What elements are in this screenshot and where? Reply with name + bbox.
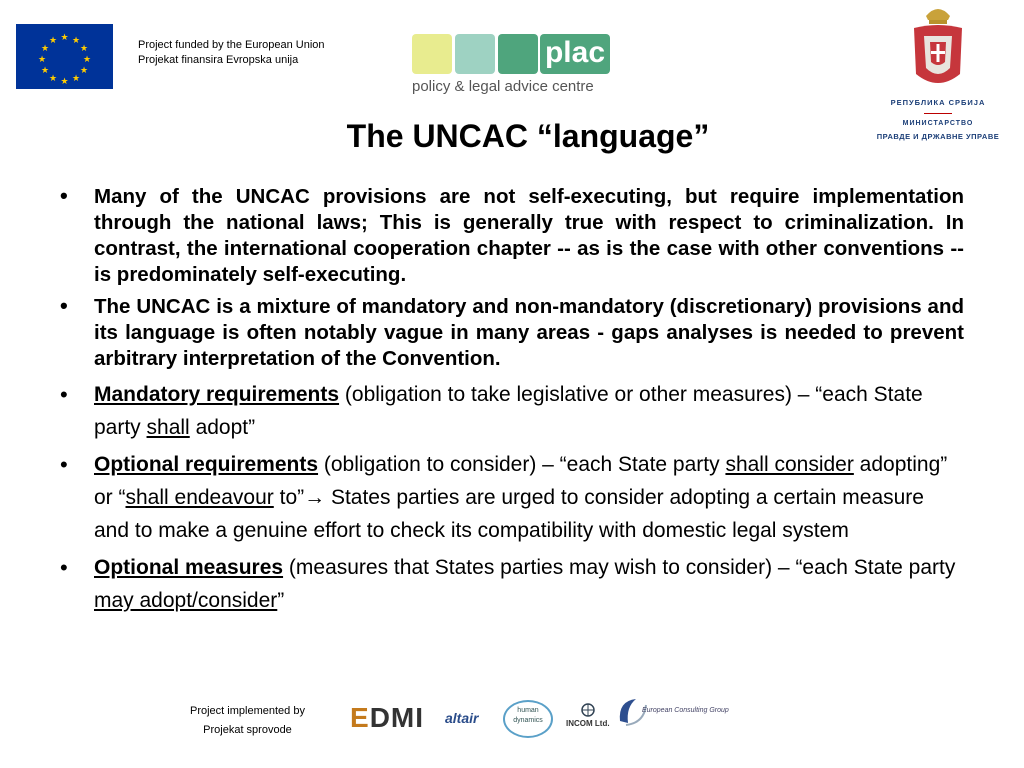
bullet-self-executing: [60, 184, 964, 288]
eu-stars-icon: [16, 24, 113, 89]
bullet-mixture: [60, 294, 964, 372]
bullet-text: adopt”: [189, 416, 256, 439]
svg-text:★: ★: [71, 36, 81, 46]
serbia-republic-label: РЕПУБЛИКА СРБИЈА: [890, 98, 986, 107]
serbia-divider: [924, 113, 952, 114]
plac-square-teal: [455, 34, 495, 74]
svg-text:★: ★: [60, 77, 69, 87]
svg-text:★: ★: [40, 66, 50, 76]
ecg-word: European Consulting Group: [642, 707, 729, 714]
plac-logo: [412, 34, 612, 98]
dmi-word: DMI: [369, 702, 425, 733]
svg-text:★: ★: [48, 74, 58, 84]
implemented-by-note: [190, 702, 305, 740]
implemented-sr: Projekat sprovode: [203, 724, 292, 736]
svg-text:★: ★: [40, 44, 50, 54]
serbia-ministry-label: МИНИСТАРСТВО: [902, 120, 974, 127]
funded-sr: Projekat finansira Evropska unija: [138, 54, 299, 66]
funded-en: Project funded by the European Union: [138, 39, 325, 51]
bullet-emphasis: shall: [146, 416, 190, 439]
dmi-logo: [350, 702, 424, 734]
serbia-ministry-name: ПРАВДЕ И ДРЖАВНЕ УПРАВЕ: [876, 132, 1000, 141]
svg-text:★: ★: [79, 44, 89, 54]
svg-text:★: ★: [37, 55, 47, 65]
plac-square-green: [498, 34, 538, 74]
bullet-optional-measures: [60, 551, 964, 617]
plac-square-yellow: [412, 34, 452, 74]
bullet-text: The UNCAC is a mixture of mandatory and non-mandatory (discretionary) provisions and its language is often notably vague in many areas - gaps analyses is needed to prevent arbitrary interpretation of the Convention.: [94, 295, 964, 370]
bullet-emphasis: may adopt/consider: [94, 589, 278, 612]
bullet-term: Mandatory requirements: [94, 383, 340, 406]
incom-logo: [566, 703, 610, 728]
bullet-emphasis: shall endeavour: [125, 486, 274, 509]
slide-title: The UNCAC “language”: [346, 118, 710, 154]
bullet-term: Optional measures: [94, 556, 284, 579]
svg-text:★: ★: [48, 36, 58, 46]
human-dynamics-logo: human dynamics: [503, 700, 553, 738]
bullet-text: to”→ States parties are urged to consider adopting a certain measure and to make a genuine effort to check its compatibility with domestic legal system: [94, 486, 924, 542]
svg-text:★: ★: [82, 55, 92, 65]
incom-globe-icon: [578, 703, 598, 717]
bullet-optional-requirements: [60, 448, 964, 547]
bullet-text: Many of the UNCAC provisions are not self-executing, but require implementation through the national laws; This is generally true with respect to criminalization. In contrast, the international cooperation chapter -- as is the case with other conventions -- is predominately self-executing.: [94, 185, 964, 286]
european-consulting-group-logo: [616, 695, 729, 729]
svg-text:★: ★: [71, 74, 81, 84]
bullet-mandatory-requirements: [60, 378, 964, 444]
svg-text:★: ★: [79, 66, 89, 76]
bullet-text: (obligation to consider) – “each State party: [318, 453, 726, 476]
altair-logo: altair: [445, 710, 479, 726]
incom-word: INCOM Ltd.: [566, 719, 610, 728]
plac-word: plac: [540, 34, 610, 74]
implemented-en: Project implemented by: [190, 705, 305, 717]
serbian-coat-of-arms-icon: [912, 2, 964, 94]
eu-flag-logo: [16, 24, 113, 89]
funding-note: [138, 38, 325, 68]
plac-subtitle: policy & legal advice centre: [412, 78, 594, 95]
svg-text:★: ★: [60, 33, 69, 43]
bullet-term: Optional requirements: [94, 453, 319, 476]
bullet-emphasis: shall consider: [725, 453, 854, 476]
bullet-text: adopting” or “: [94, 453, 948, 509]
bullet-text: ”: [277, 589, 285, 612]
bullet-text: (obligation to take legislative or other measures) – “each State party: [94, 383, 923, 439]
bullet-text: (measures that States parties may wish to consider) – “each State party: [283, 556, 956, 579]
dmi-e-mark: E: [350, 702, 370, 733]
slide-content: [60, 184, 964, 621]
